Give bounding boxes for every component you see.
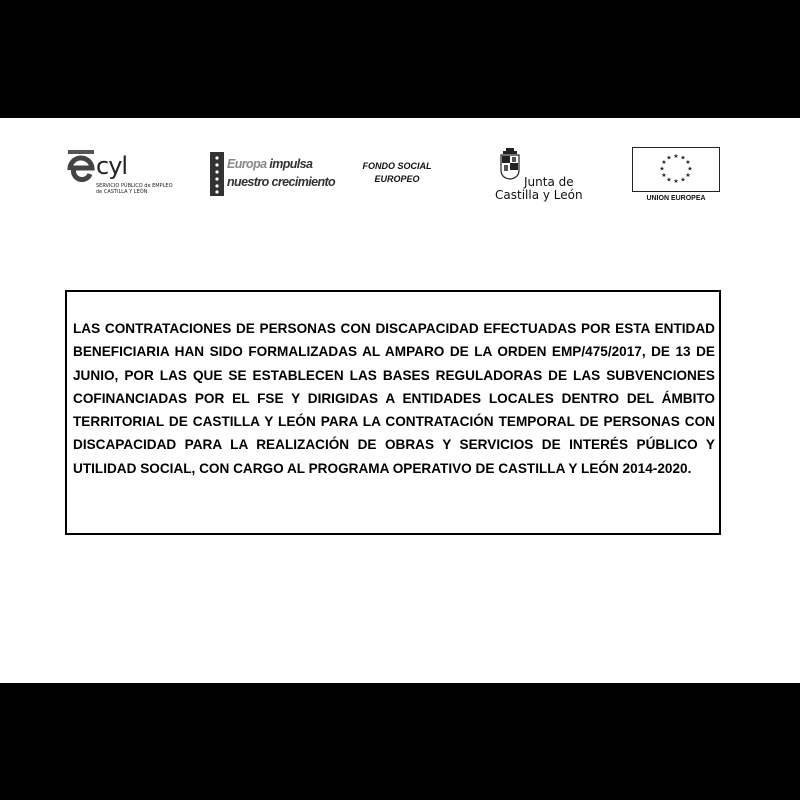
svg-text:★: ★ (680, 176, 686, 184)
svg-text:★: ★ (687, 165, 693, 173)
eu-flag-icon (632, 147, 720, 192)
ecyl-wordmark: cyl (96, 152, 128, 180)
document-page (0, 118, 800, 683)
svg-text:★: ★ (661, 172, 667, 179)
junta-castilla-leon-logo (492, 148, 592, 203)
ecyl-subtitle: SERVICIO PÚBLICO de EMPLEO de CASTILLA Y LEÓN (96, 183, 173, 195)
svg-text:★: ★ (685, 172, 691, 179)
junta-line1: Junta de (524, 175, 574, 189)
svg-text:★: ★ (673, 178, 679, 185)
europa-impulsa-line2: nuestro crecimiento (227, 175, 336, 189)
union-europea-logo (632, 147, 720, 207)
europa-word: Europa (227, 157, 267, 171)
statement-text: LAS CONTRATACIONES DE PERSONAS CON DISCAPACIDAD EFECTUADAS POR ESTA ENTIDAD BENEFICIARIA HAN SIDO FORMALIZADAS AL AMPARO DE LA ORDEN EMP/475/2017, DE 13 DE JUNIO, POR LAS QUE SE ESTABLECEN LAS BASES REGULADORAS DE LAS SUBVENCIONES COFINANCIADAS POR EL FSE Y DIRIGIDAS A ENTIDADES LOCALES DENTRO DEL ÁMBITO TERRITORIAL DE CASTILLA Y LEÓN PARA LA CONTRATACIÓN TEMPORAL DE PERSONAS CON DISCAPACIDAD PARA LA REALIZACIÓN DE OBRAS Y SERVICIOS DE INTERÉS PÚBLICO Y UTILIDAD SOCIAL, CON CARGO AL PROGRAMA OPERATIVO DE CASTILLA Y LEÓN 2014-2020. (73, 321, 715, 476)
svg-text:★: ★ (673, 153, 679, 160)
svg-text:★: ★ (680, 154, 686, 162)
fse-line1: FONDO SOCIAL (362, 161, 432, 171)
svg-text:★: ★ (666, 176, 672, 184)
svg-text:★: ★ (661, 159, 667, 166)
fondo-social-europeo-label (352, 160, 442, 186)
ecyl-e-icon (66, 148, 96, 182)
impulsa-word: impulsa (266, 157, 313, 171)
svg-text:★: ★ (666, 154, 672, 162)
europa-impulsa-logo (210, 148, 336, 198)
statement-box (65, 290, 721, 535)
junta-line2: Castilla y León (495, 188, 583, 202)
svg-text:★: ★ (659, 165, 665, 173)
europa-impulsa-line1 (227, 157, 312, 171)
svg-text:★: ★ (685, 159, 691, 166)
union-europea-caption: UNION EUROPEA (646, 195, 706, 202)
coat-of-arms-icon (499, 148, 521, 180)
eu-stars-strip-icon (210, 152, 224, 196)
ecyl-logo (66, 148, 173, 198)
fse-line2: EUROPEO (374, 174, 420, 184)
